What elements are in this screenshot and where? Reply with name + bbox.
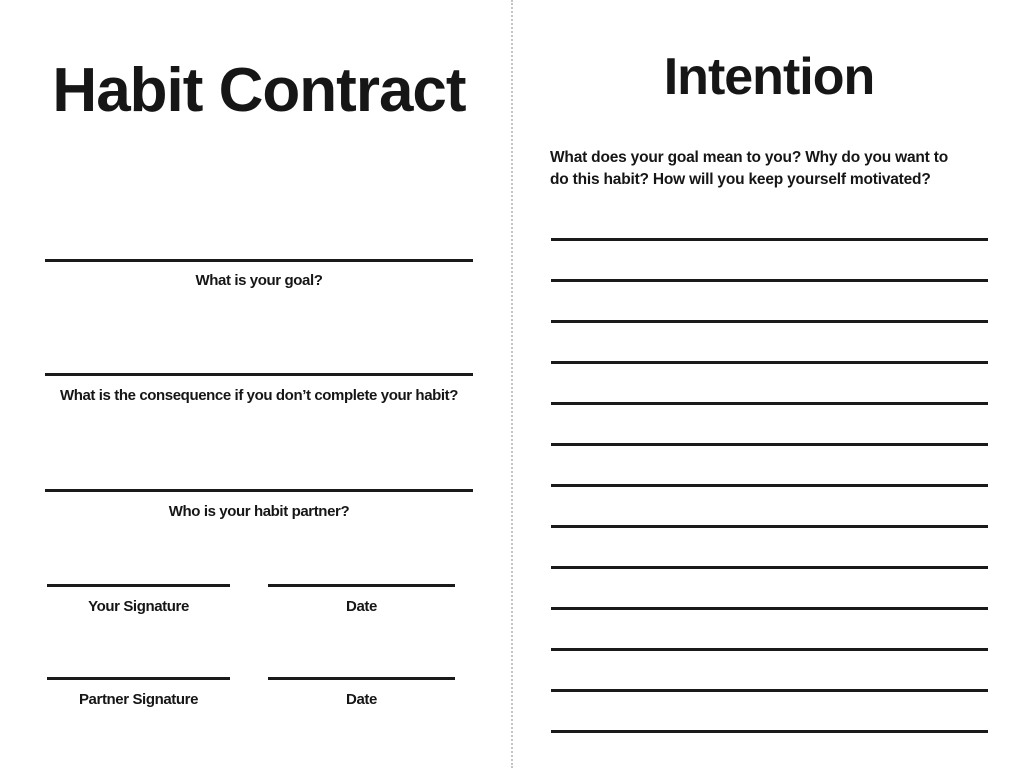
page-divider-dotted-line — [511, 0, 513, 768]
writing-line — [551, 361, 988, 364]
your-signature-date-label: Date — [346, 598, 377, 615]
writing-line — [551, 525, 988, 528]
writing-lines — [551, 238, 988, 768]
your-signature-label: Your Signature — [88, 598, 189, 615]
habit-contract-title: Habit Contract — [52, 56, 466, 125]
partner-signature-label: Partner Signature — [78, 691, 199, 708]
writing-line — [551, 238, 988, 241]
writing-line — [551, 402, 988, 405]
intention-prompt — [550, 147, 988, 191]
goal-blank-line — [45, 259, 473, 262]
partner-signature-date-blank-line — [268, 677, 455, 680]
writing-line — [551, 320, 988, 323]
writing-line — [551, 648, 988, 651]
goal-field-label: What is your goal? — [195, 272, 323, 289]
partner-field-label: Who is your habit partner? — [168, 503, 350, 520]
writing-line — [551, 279, 988, 282]
writing-line — [551, 730, 988, 733]
writing-line — [551, 689, 988, 692]
your-signature-date-blank-line — [268, 584, 455, 587]
intention-prompt-line-2: do this habit? How will you keep yourself motivated? — [550, 171, 931, 188]
your-signature-blank-line — [47, 584, 230, 587]
writing-line — [551, 484, 988, 487]
intention-title: Intention — [663, 48, 875, 106]
intention-prompt-line-1: What does your goal mean to you? Why do you want to — [550, 149, 948, 166]
partner-blank-line — [45, 489, 473, 492]
consequence-blank-line — [45, 373, 473, 376]
writing-line — [551, 443, 988, 446]
consequence-field-label: What is the consequence if you don’t complete your habit? — [59, 387, 459, 404]
writing-line — [551, 566, 988, 569]
partner-signature-date-label: Date — [346, 691, 377, 708]
writing-line — [551, 607, 988, 610]
partner-signature-blank-line — [47, 677, 230, 680]
